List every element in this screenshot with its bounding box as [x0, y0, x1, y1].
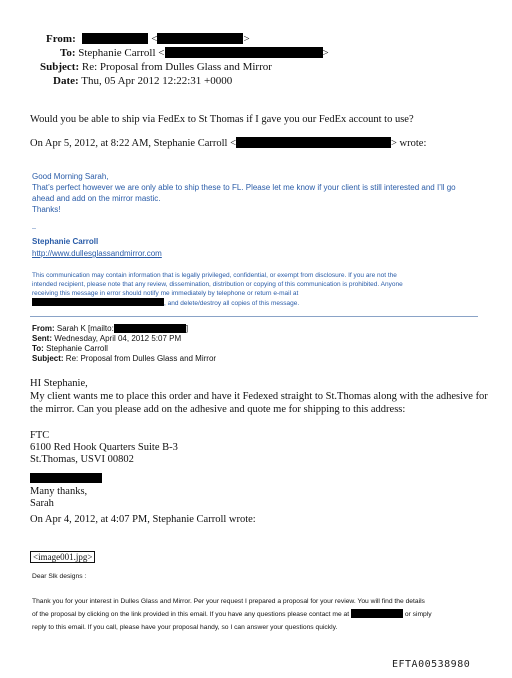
quote-prefix: On Apr 5, 2012, at 8:22 AM, Stephanie Carroll <	[30, 138, 236, 149]
to-label: To:	[60, 47, 76, 59]
to-value: Stephanie Carroll <	[78, 47, 165, 59]
disclaimer-line4	[32, 298, 299, 308]
sarah-sent-value: Wednesday, April 04, 2012 5:07 PM	[54, 334, 182, 343]
redaction-bar	[30, 473, 102, 483]
sig-name: Stephanie Carroll	[32, 237, 99, 246]
sarah-subject-value: Re: Proposal from Dulles Glass and Mirror	[65, 354, 217, 363]
orig-p2	[32, 609, 432, 620]
steph-line2: ahead and add on the mirror mastic.	[32, 194, 161, 203]
redaction-bar	[165, 47, 323, 58]
address-line1: FTC	[30, 430, 50, 441]
steph-line1: That’s perfect however we are only able to ship these to FL. Please let me know if your client is still interested and I’ll go	[32, 183, 456, 192]
website-link[interactable]: http://www.dullesglassandmirror.com	[32, 249, 162, 258]
redaction-bar	[114, 324, 189, 333]
sarah-to-label: To:	[32, 344, 44, 353]
separator-line	[30, 316, 478, 317]
disclaimer-line1: This communication may contain information that is legally privileged, confidential, or exempt from disclosure. If you are not the	[32, 272, 397, 279]
email-header-date	[53, 74, 232, 88]
disclaimer-line3: receiving this message in error should notify me immediately by telephone or return e-mail at	[32, 290, 299, 297]
closing-line2: Sarah	[30, 498, 54, 509]
sarah-from-label: From:	[32, 324, 55, 333]
sarah-quote-line: On Apr 4, 2012, at 4:07 PM, Stephanie Carroll wrote:	[30, 514, 256, 525]
quote-suffix: > wrote:	[391, 138, 427, 149]
sarah-subject	[32, 354, 216, 364]
reply-question: Would you be able to ship via FedEx to St Thomas if I gave you our FedEx account to use?	[30, 114, 414, 125]
orig-p3: reply to this email. If you call, please have your proposal handy, so I can answer your questions quickly.	[32, 624, 338, 631]
disclaimer-end: , and delete/destroy all copies of this message.	[164, 300, 300, 307]
reply-quote-line	[30, 137, 426, 151]
disclaimer-line2: intended recipient, please note that any review, dissemination, distribution or copying of this communication is prohibited. Anyone	[32, 281, 403, 288]
sig-link-row	[32, 248, 162, 259]
address-redaction	[30, 468, 102, 486]
subject-value: Re: Proposal from Dulles Glass and Mirror	[81, 61, 272, 73]
sarah-from	[32, 324, 188, 334]
sarah-subject-label: Subject:	[32, 354, 64, 363]
sarah-from-value: Sarah K [mailto:	[56, 324, 114, 333]
redaction-bar	[351, 609, 403, 618]
sarah-greeting: HI Stephanie,	[30, 378, 88, 389]
orig-p2b: or simply	[404, 611, 432, 618]
from-bracket: <	[151, 33, 158, 45]
subject-label: Subject:	[40, 61, 80, 73]
closing-line1: Many thanks,	[30, 486, 88, 497]
date-value: Thu, 05 Apr 2012 12:22:31 +0000	[81, 75, 233, 87]
steph-greeting: Good Morning Sarah,	[32, 172, 109, 181]
image-tag: <image001.jpg>	[30, 551, 95, 563]
email-header-subject	[40, 60, 272, 74]
from-end: >	[243, 33, 250, 45]
image-placeholder	[30, 547, 95, 565]
email-header-from	[46, 32, 250, 46]
sarah-sent	[32, 334, 181, 344]
address-line2: 6100 Red Hook Quarters Suite B-3	[30, 442, 178, 453]
steph-thanks: Thanks!	[32, 205, 61, 214]
date-label: Date:	[53, 75, 79, 87]
orig-p2a: of the proposal by clicking on the link provided in this email. If you have any questions please contact me at	[32, 611, 350, 618]
email-header-to	[60, 46, 329, 60]
sarah-sent-label: Sent:	[32, 334, 52, 343]
from-label: From:	[46, 33, 76, 45]
redaction-bar	[32, 298, 164, 306]
sarah-line2: the mirror. Can you please add on the adhesive and quote me for shipping to this address:	[30, 404, 406, 415]
address-line3: St.Thomas, USVI 00802	[30, 454, 134, 465]
redaction-bar	[157, 33, 243, 44]
to-end: >	[322, 47, 329, 59]
redaction-bar	[236, 137, 391, 148]
sarah-line1: My client wants me to place this order and have it Fedexed straight to St.Thomas along with the adhesive for	[30, 391, 488, 402]
sig-dash: --	[32, 226, 36, 232]
redaction-bar	[82, 33, 148, 44]
sarah-to	[32, 344, 108, 354]
sarah-to-value: Stephanie Carroll	[46, 344, 108, 353]
sarah-from-end: ]	[185, 324, 189, 333]
salutation: Dear Slk designs :	[32, 573, 87, 580]
orig-p1: Thank you for your interest in Dulles Glass and Mirror. Per your request I prepared a proposal for your review. You will find the details	[32, 598, 425, 605]
document-id: EFTA00538980	[392, 659, 471, 670]
